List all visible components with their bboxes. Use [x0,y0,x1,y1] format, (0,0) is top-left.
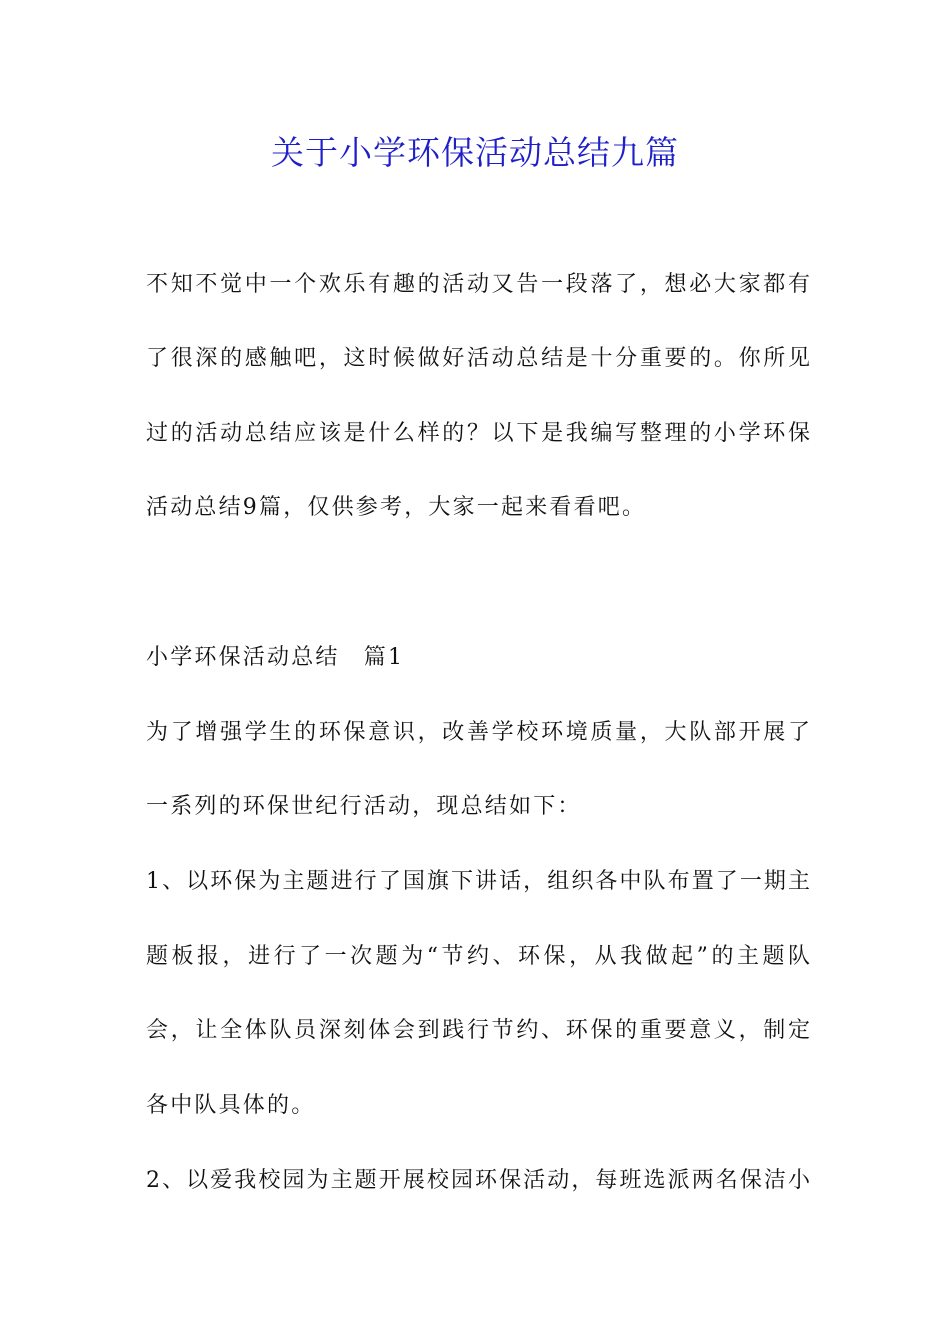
body-line: 1、以环保为主题进行了国旗下讲话，组织各中队布置了一期主 [146,869,810,894]
document-title: 关于小学环保活动总结九篇 [271,133,679,172]
intro-line: 活动总结9篇，仅供参考，大家一起来看看吧。 [146,495,647,520]
body-line: 为了增强学生的环保意识，改善学校环境质量，大队部开展了 [146,720,810,745]
section-heading: 小学环保活动总结 篇1 [146,645,405,670]
body-line: 各中队具体的。 [146,1093,316,1118]
body-line: 一系列的环保世纪行活动，现总结如下： [146,794,582,819]
intro-line: 不知不觉中一个欢乐有趣的活动又告一段落了，想必大家都有 [146,272,810,297]
body-line: 会，让全体队员深刻体会到践行节约、环保的重要意义，制定 [146,1018,810,1043]
intro-line: 了很深的感触吧，这时候做好活动总结是十分重要的。你所见 [146,346,810,371]
body-line: 2、以爱我校园为主题开展校园环保活动，每班选派两名保洁小 [146,1168,810,1193]
intro-line: 过的活动总结应该是什么样的？以下是我编写整理的小学环保 [146,421,810,446]
body-line: 题板报，进行了一次题为“节约、环保，从我做起”的主题队 [146,944,810,969]
